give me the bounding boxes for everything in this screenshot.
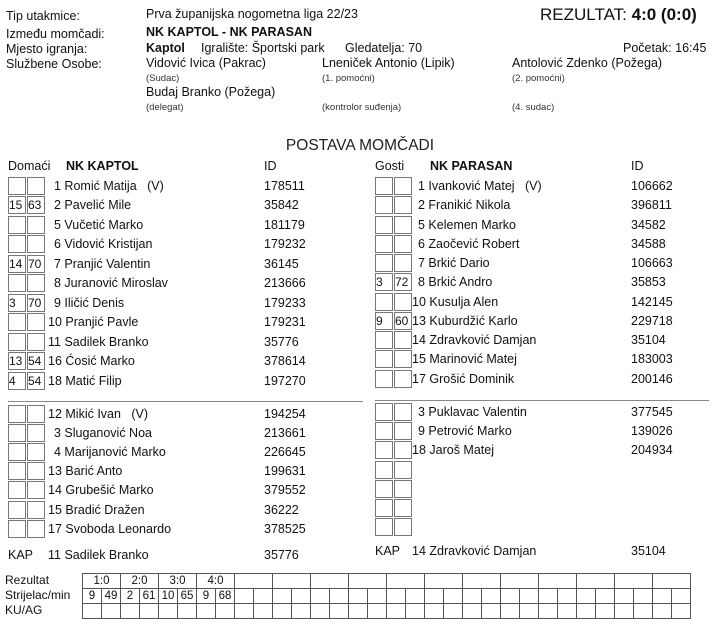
home-sub-id: 378525 [264,521,306,536]
home-id-header: ID [264,159,277,173]
ku-ag-cell [159,604,178,619]
home-sub-box-in [8,501,26,519]
ku-ag-cell [634,604,653,619]
ku-ag-cell [653,604,672,619]
home-captain-label: KAP [8,548,34,562]
assistant1-name: Lneniček Antonio (Lipik) [322,56,455,70]
away-player-id: 34588 [631,236,666,251]
score-cell [349,574,387,589]
ku-ag-row-label: KU/AG [5,603,43,617]
away-sub-box-min [394,441,412,459]
away-sub-in-number: 9 [376,313,383,328]
home-sub-box-in [8,520,26,538]
home-sub-box-in [8,216,26,234]
home-sub-name: 13 Barić Anto [48,464,123,479]
away-player-name: 6 Zaočević Robert [418,236,520,251]
home-player-id: 36145 [264,256,299,271]
ku-ag-cell [368,604,387,619]
away-sub-box-in [375,441,393,459]
scorer-cell [634,589,653,604]
score-cell [539,574,577,589]
score-cell [387,574,425,589]
away-sub-box-in [375,461,393,479]
referee-role: (Sudac) [146,73,180,84]
assistant2-role: (2. pomoćni) [512,73,565,84]
ku-ag-cell [102,604,121,619]
teams-value: NK KAPTOL - NK PARASAN [146,25,312,39]
scorer-cell: 10 [159,589,178,604]
scorer-cell [482,589,501,604]
away-sub-box-min [394,518,412,536]
score-cell [235,574,273,589]
delegate-role: (delegat) [146,102,184,113]
home-player-id: 181179 [264,217,305,232]
score-cell: 3:0 [159,574,197,589]
scorer-cell [368,589,387,604]
ku-ag-cell [121,604,140,619]
away-sub-box-min [394,235,412,253]
home-sub-in-number: 14 [9,256,23,271]
ku-ag-cell [577,604,596,619]
scorer-cell: 68 [216,589,235,604]
referee-name: Vidović Ivica (Pakrac) [146,56,266,70]
home-sub-minute: 63 [28,198,42,213]
away-sub-box-in [375,177,393,195]
away-sub-box-min [394,196,412,214]
scorer-cell [615,589,634,604]
scorer-cell [444,589,463,604]
home-sub-box-min [27,405,45,423]
ku-ag-cell [273,604,292,619]
scorer-cell [273,589,292,604]
home-sub-in-number: 13 [9,354,23,369]
fourth-official-role: (4. sudac) [512,102,555,113]
home-player-id: 378614 [264,354,306,369]
scorer-cell [425,589,444,604]
scorer-cell [520,589,539,604]
lineup-section-title: POSTAVA MOMČADI [285,137,435,154]
home-sub-id: 194254 [264,407,306,421]
home-player-name: 1 Romić Matija (V) [54,179,164,193]
away-sub-box-min [394,422,412,440]
result-ku-ag-row [83,604,691,619]
home-sub-box-min [27,501,45,519]
home-sub-box-min [27,462,45,480]
away-player-name: 7 Brkić Dario [418,256,490,270]
match-type-value: Prva županijska nogometna liga 22/23 [146,7,358,21]
home-player-name: 16 Ćosić Marko [48,354,135,369]
away-player-name: 13 Kuburdžić Karlo [412,313,518,328]
ku-ag-cell [482,604,501,619]
away-sub-box-min [394,293,412,311]
home-sub-box-min [27,235,45,253]
away-player-name: 5 Kelemen Marko [418,217,516,232]
away-sub-box-in [375,235,393,253]
scorer-cell [501,589,520,604]
away-sub-box-min [394,331,412,349]
ku-ag-cell [558,604,577,619]
home-sub-box-in [8,462,26,480]
ku-ag-cell [330,604,349,619]
scorer-cell [330,589,349,604]
home-player-id: 179232 [264,237,306,252]
scorer-cell: 9 [197,589,216,604]
scorer-cell [463,589,482,604]
teams-label: Između momčadi: [6,27,105,41]
away-sub-box-in [375,216,393,234]
home-player-name: 8 Juranović Miroslav [54,276,168,291]
ku-ag-cell [387,604,406,619]
home-sub-name: 4 Marijanović Marko [54,445,166,460]
away-team-name: NK PARASAN [430,159,513,173]
delegate-name: Budaj Branko (Požega) [146,85,276,99]
away-sub-box-min [394,370,412,388]
scorer-cell [349,589,368,604]
ku-ag-cell [444,604,463,619]
home-sub-name: 12 Mikić Ivan (V) [48,407,149,421]
scorer-cell: 2 [121,589,140,604]
scorer-cell: 49 [102,589,121,604]
home-sub-id: 36222 [264,502,299,517]
ku-ag-cell [520,604,539,619]
score-progression-table [82,573,691,619]
home-sub-name: 17 Svoboda Leonardo [48,521,172,536]
home-player-id: 178511 [264,179,305,193]
away-sub-box-in [375,350,393,368]
score-cell [501,574,539,589]
ku-ag-cell [197,604,216,619]
scorer-cell: 61 [140,589,159,604]
away-sub-box-in [375,499,393,517]
away-sub-box-in [375,403,393,421]
home-sub-id: 213661 [264,426,306,441]
home-sub-name: 14 Grubešić Marko [48,483,154,498]
home-player-id: 179233 [264,295,306,310]
ku-ag-cell [425,604,444,619]
away-sub-box-in [375,293,393,311]
away-player-id: 34582 [631,217,666,232]
home-player-name: 10 Pranjić Pavle [48,315,139,330]
scorer-cell [672,589,691,604]
ku-ag-cell [596,604,615,619]
scorer-cell [254,589,273,604]
away-sub-box-in [375,370,393,388]
away-player-name: 17 Grošić Dominik [412,371,515,386]
home-sub-box-in [8,177,26,195]
away-sub-id: 139026 [631,424,673,439]
scorer-cell [311,589,330,604]
assistant1-role: (1. pomoćni) [322,73,375,84]
venue-label: Mjesto igranja: [6,42,88,56]
away-sub-id: 204934 [631,443,673,458]
home-player-name: 5 Vučetić Marko [54,217,144,232]
home-sub-box-in [8,443,26,461]
home-sub-minute: 70 [28,295,42,310]
score-cell [577,574,615,589]
result-value: 4:0 (0:0) [631,5,697,24]
officials-label: Službene Osobe: [6,57,102,71]
ku-ag-cell [254,604,273,619]
home-sub-box-min [27,424,45,442]
result-score-row [83,574,691,589]
home-sub-name: 15 Bradić Dražen [48,502,145,517]
home-sub-box-in [8,405,26,423]
venue-value: Kaptol [146,41,185,55]
away-player-id: 200146 [631,371,673,386]
ku-ag-cell [463,604,482,619]
away-sub-box-min [394,480,412,498]
home-player-name: 18 Matić Filip [48,373,122,388]
away-sub-in-number: 3 [376,275,383,290]
away-side-label: Gosti [375,159,405,173]
home-sub-box-min [27,313,45,331]
scorer-cell [577,589,596,604]
home-sub-box-min [27,520,45,538]
away-player-id: 35104 [631,333,666,347]
home-player-name: 9 Iličić Denis [54,295,125,310]
home-sub-id: 379552 [264,483,306,498]
away-sub-name: 9 Petrović Marko [418,424,512,439]
home-sub-box-min [27,333,45,351]
away-sub-box-min [394,461,412,479]
scorer-cell: 65 [178,589,197,604]
away-id-header: ID [631,159,644,173]
home-player-id: 35776 [264,334,299,349]
scorer-cell [235,589,254,604]
away-sub-box-in [375,422,393,440]
spectators-info: Gledatelja: 70 [345,41,423,55]
away-player-name: 14 Zdravković Damjan [412,333,537,347]
home-sub-in-number: 4 [9,373,16,388]
away-sub-box-min [394,177,412,195]
home-sub-in-number: 15 [9,198,23,213]
home-sub-name: 3 Sluganović Noa [54,426,152,441]
away-player-name: 15 Marinović Matej [412,352,517,367]
home-sub-minute: 54 [28,354,42,369]
home-player-name: 7 Pranjić Valentin [54,256,151,271]
away-sub-minute: 72 [395,275,409,290]
home-side-label: Domaći [8,159,51,173]
scorer-cell [387,589,406,604]
ku-ag-cell [216,604,235,619]
home-sub-box-in [8,235,26,253]
score-cell [615,574,653,589]
away-sub-box-in [375,254,393,272]
away-captain-id: 35104 [631,544,666,558]
home-captain-name: 11 Sadilek Branko [48,548,149,562]
away-sub-box-in [375,196,393,214]
ku-ag-cell [501,604,520,619]
home-sub-box-in [8,481,26,499]
ku-ag-cell [235,604,254,619]
ku-ag-cell [292,604,311,619]
away-divider [375,400,709,401]
score-cell: 4:0 [197,574,235,589]
home-player-name: 11 Sadilek Branko [48,334,149,349]
scorer-cell [539,589,558,604]
result-row-label: Rezultat [5,573,50,587]
home-player-id: 179231 [264,315,306,330]
score-cell [273,574,311,589]
away-sub-box-min [394,403,412,421]
ku-ag-cell [140,604,159,619]
home-captain-id: 35776 [264,548,299,562]
away-sub-box-in [375,518,393,536]
ku-ag-cell [311,604,330,619]
home-sub-box-min [27,443,45,461]
scorer-cell [596,589,615,604]
home-sub-id: 226645 [264,445,306,460]
home-player-name: 2 Pavelić Mile [54,198,132,213]
away-player-name: 10 Kusulja Alen [412,294,499,309]
away-sub-box-min [394,254,412,272]
away-player-id: 35853 [631,275,666,290]
home-player-id: 213666 [264,276,306,291]
kickoff-time: Početak: 16:45 [623,41,707,55]
home-sub-box-min [27,216,45,234]
home-sub-minute: 54 [28,373,42,388]
score-cell: 2:0 [121,574,159,589]
score-cell: 1:0 [83,574,121,589]
score-cell [425,574,463,589]
away-sub-name: 18 Jaroš Matej [412,443,494,458]
home-sub-minute: 70 [28,256,42,271]
away-sub-box-min [394,350,412,368]
away-player-name: 2 Franikić Nikola [418,198,511,213]
away-player-id: 106663 [631,256,673,270]
match-type-label: Tip utakmice: [6,9,80,23]
assistant2-name: Antolović Zdenko (Požega) [512,56,663,70]
home-sub-in-number: 3 [9,295,16,310]
away-player-name: 1 Ivanković Matej (V) [418,179,542,193]
away-sub-box-in [375,480,393,498]
ku-ag-cell [672,604,691,619]
away-player-id: 183003 [631,352,673,367]
away-sub-box-min [394,216,412,234]
away-sub-minute: 60 [395,313,409,328]
home-sub-box-in [8,274,26,292]
pitch-info: Igralište: Športski park [201,41,325,55]
away-player-id: 229718 [631,313,673,328]
away-player-name: 8 Brkić Andro [418,275,493,290]
ku-ag-cell [83,604,102,619]
home-sub-box-in [8,424,26,442]
home-sub-box-in [8,313,26,331]
controller-role: (kontrolor suđenja) [322,102,402,113]
away-player-id: 106662 [631,179,673,193]
away-player-id: 396811 [631,198,672,213]
scorer-cell [406,589,425,604]
scorer-cell [558,589,577,604]
away-captain-label: KAP [375,544,401,558]
ku-ag-cell [539,604,558,619]
scorer-cell: 9 [83,589,102,604]
home-player-id: 197270 [264,373,306,388]
ku-ag-cell [349,604,368,619]
home-sub-box-min [27,177,45,195]
home-sub-id: 199631 [264,464,306,479]
score-cell [311,574,349,589]
away-sub-id: 377545 [631,405,673,419]
result-header [540,5,697,25]
result-label: REZULTAT: [540,5,627,24]
home-player-id: 35842 [264,198,299,213]
ku-ag-cell [406,604,425,619]
home-player-name: 6 Vidović Kristijan [54,237,153,252]
home-sub-box-min [27,274,45,292]
scorer-cell [292,589,311,604]
home-sub-box-min [27,481,45,499]
home-divider [8,401,363,402]
away-sub-box-min [394,499,412,517]
away-player-id: 142145 [631,294,673,309]
away-captain-name: 14 Zdravković Damjan [412,544,537,558]
away-sub-name: 3 Puklavac Valentin [418,405,527,419]
score-cell [463,574,501,589]
score-cell [653,574,691,589]
ku-ag-cell [178,604,197,619]
scorer-cell [653,589,672,604]
home-sub-box-in [8,333,26,351]
scorer-row-label: Strijelac/min [5,588,71,602]
away-sub-box-in [375,331,393,349]
result-scorer-row [83,589,691,604]
ku-ag-cell [615,604,634,619]
home-team-name: NK KAPTOL [66,159,139,173]
